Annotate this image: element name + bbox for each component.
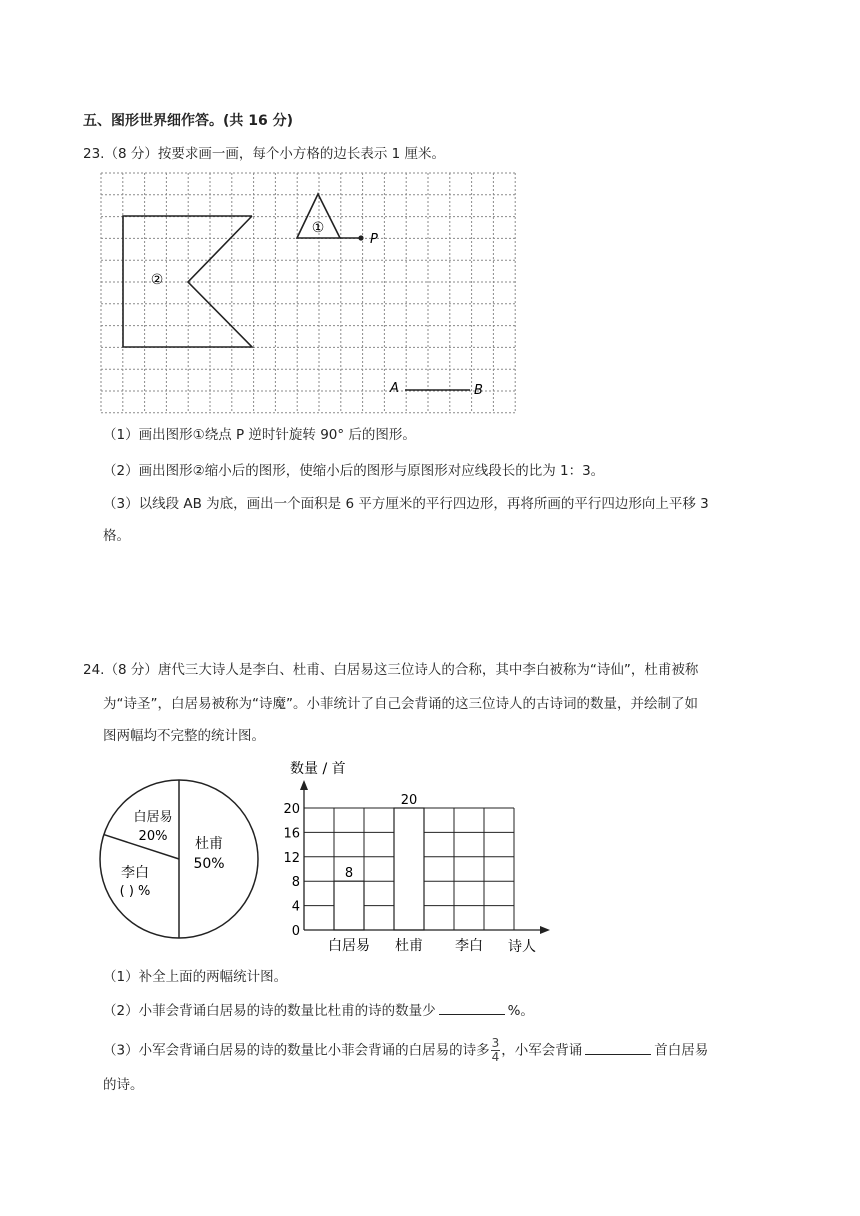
- bar-xlabel: 诗人: [508, 939, 536, 955]
- pie-value-baijuyi: 20%: [138, 829, 168, 844]
- pie-value-dufu: 50%: [193, 856, 225, 872]
- bar-y-tick-label: 12: [283, 850, 300, 866]
- square-grid: [101, 173, 515, 413]
- q23-item-3: （3）以线段 AB 为底，画出一个面积是 6 平方厘米的平行四边形，再将所画的平行四边形向上平移 3: [103, 496, 709, 512]
- q24-item-3-mid: ，小军会背诵: [501, 1042, 583, 1059]
- bar-x-categories: [328, 937, 483, 954]
- bar-y-tick-label: 8: [291, 875, 300, 891]
- q23-item-3-cont: 格。: [103, 528, 130, 544]
- bar-y-tick-label: 20: [283, 802, 300, 817]
- bar-y-ticks: [283, 802, 300, 939]
- q24-item-3-text: （3）小军会背诵白居易的诗的数量比小菲会背诵的白居易的诗多: [103, 1042, 490, 1059]
- bar-chart: [278, 756, 558, 958]
- bar-x-category-label: 杜甫: [395, 938, 423, 954]
- bar-data-label: 8: [344, 866, 354, 882]
- answer-blank-count[interactable]: [585, 1040, 651, 1055]
- fraction: [491, 1037, 501, 1064]
- bar-marks: [334, 793, 424, 930]
- bar-dufu: [394, 808, 424, 930]
- q24-item-2: [103, 1000, 534, 1021]
- q24-item-3: [103, 1037, 708, 1064]
- q24-item-2-text: （2）小菲会背诵白居易的诗的数量比杜甫的诗的数量少: [103, 1003, 436, 1019]
- point-a-label: A: [390, 381, 399, 396]
- q23-stem: 23.（8 分）按要求画一画，每个小方格的边长表示 1 厘米。: [83, 146, 446, 162]
- section-title: 五、图形世界细作答。(共 16 分): [83, 113, 294, 129]
- point-b-label: B: [474, 383, 483, 398]
- pie-value-libai: ( ) %: [119, 884, 151, 899]
- pie-label-libai: 李白: [121, 865, 149, 881]
- bar-y-tick-label: 0: [291, 924, 300, 939]
- q23-grid-figure: [100, 172, 516, 414]
- x-axis-arrow: [540, 926, 550, 934]
- q24-item-3-cont: 的诗。: [103, 1077, 144, 1093]
- q24-item-3-suffix: 首白居易: [654, 1042, 709, 1059]
- bar-y-tick-label: 16: [283, 826, 300, 842]
- bar-y-tick-label: 4: [291, 899, 300, 915]
- point-p-label: P: [370, 232, 378, 247]
- bar-x-category-label: 白居易: [328, 938, 370, 954]
- pie-label-baijuyi: 白居易: [133, 810, 173, 825]
- q24-item-2-suffix: %。: [507, 1003, 534, 1019]
- pie-slices: [100, 780, 258, 938]
- fraction-numerator: 3: [491, 1036, 500, 1050]
- q23-item-1: （1）画出图形①绕点 P 逆时针旋转 90° 后的图形。: [103, 427, 416, 443]
- y-axis-arrow: [300, 780, 308, 790]
- answer-blank-percent[interactable]: [439, 1000, 505, 1015]
- q24-stem-line-3: 图两幅均不完整的统计图。: [103, 728, 265, 744]
- bar-ylabel: 数量 / 首: [290, 761, 346, 777]
- q24-stem-line-2: 为“诗圣”，白居易被称为“诗魔”。小菲统计了自己会背诵的这三位诗人的古诗词的数量，并绘制了如: [103, 696, 698, 712]
- pie-chart: [95, 778, 265, 943]
- bar-x-category-label: 李白: [455, 938, 483, 954]
- shape-2-label: ②: [150, 272, 164, 288]
- q24-item-1: （1）补全上面的两幅统计图。: [103, 969, 288, 985]
- bar-data-label: 20: [400, 793, 418, 808]
- q24-stem-line-1: 24.（8 分）唐代三大诗人是李白、杜甫、白居易这三位诗人的合称，其中李白被称为“诗仙”，杜甫被称: [83, 662, 699, 678]
- pie-label-dufu: 杜甫: [195, 836, 223, 852]
- fraction-denominator: 4: [491, 1050, 500, 1064]
- point-p-dot: [358, 235, 363, 240]
- shape-1-label: ①: [311, 220, 325, 236]
- q23-item-2: （2）画出图形②缩小后的图形，使缩小后的图形与原图形对应线段长的比为 1：3。: [103, 463, 605, 479]
- bar-baijuyi: [334, 881, 364, 930]
